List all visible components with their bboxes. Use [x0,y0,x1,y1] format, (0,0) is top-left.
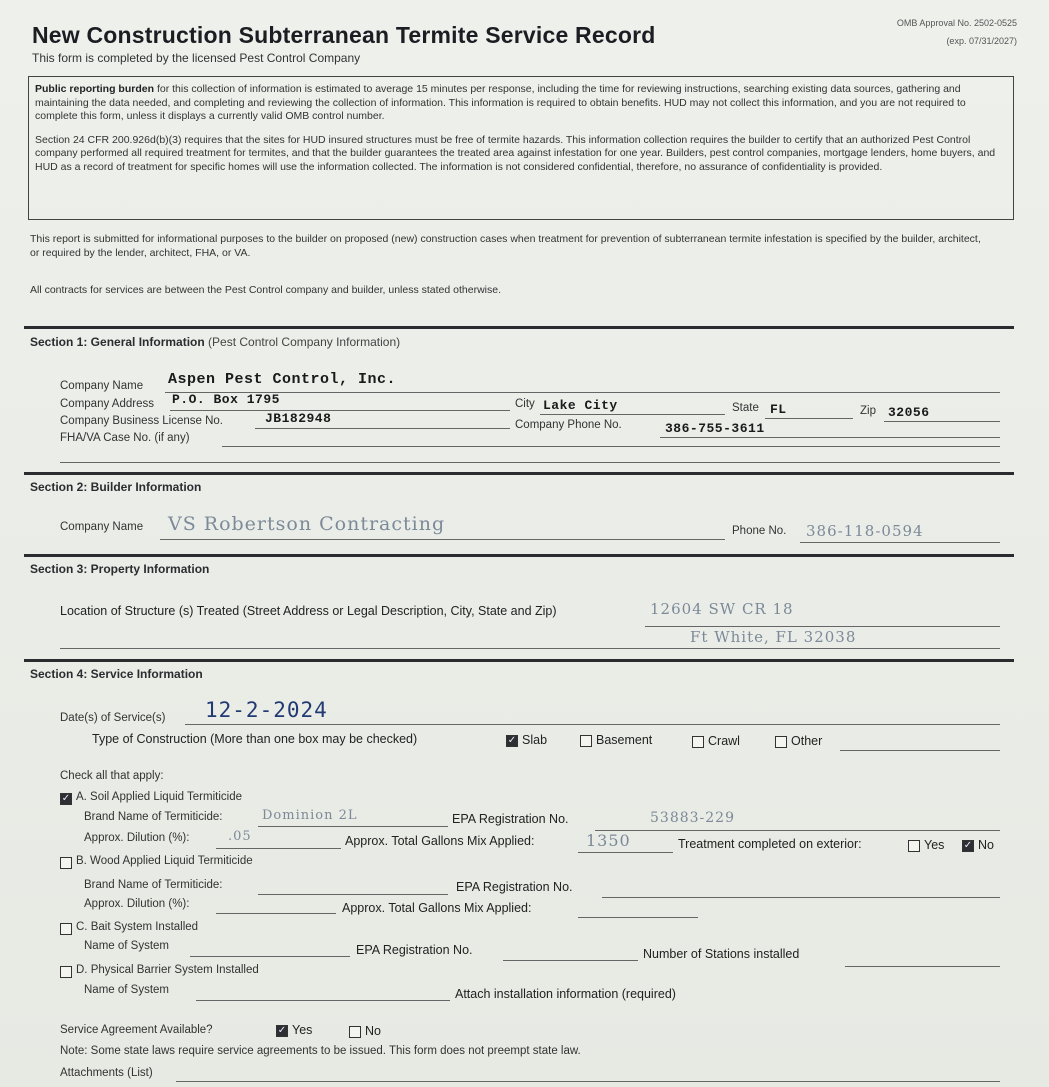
state-law-note: Note: Some state laws require service agreements to be issued. This form does not preempt state law. [60,1045,581,1057]
section2-heading: Section 2: Builder Information [30,480,202,494]
option-c-label: C. Bait System Installed [76,921,199,933]
section1-divider [24,326,1014,329]
builder-name-line [160,539,725,540]
agreement-no-label: No [365,1024,381,1038]
option-b-checkbox[interactable] [60,857,72,869]
state-label: State [732,402,759,414]
b-gallons-line[interactable] [578,917,698,918]
company-name-label: Company Name [60,380,144,392]
a-gallons-line [578,852,673,853]
location-label: Location of Structure (s) Treated (Street Address or Legal Description, City, State and Zip) [60,604,557,618]
location-line1 [645,626,1000,627]
city-label: City [515,398,535,410]
c-epa-label: EPA Registration No. [356,943,473,957]
license-label: Company Business License No. [60,415,223,427]
burden-paragraph [35,83,1007,124]
company-name-line [165,392,1000,393]
agreement-label: Service Agreement Available? [60,1024,213,1036]
company-address-line [170,410,510,411]
basement-checkbox[interactable] [580,735,592,747]
other-line[interactable] [840,750,1000,751]
option-d-checkbox[interactable] [60,966,72,978]
attachments-line[interactable] [176,1081,1000,1082]
b-brand-label: Brand Name of Termiticide: [84,879,223,891]
company-address-value[interactable]: P.O. Box 1795 [172,392,280,407]
option-a-checkbox[interactable]: ✓ [61,793,71,804]
other-label: Other [791,734,823,748]
exterior-no-label: No [978,838,994,852]
service-date-line [185,724,1000,725]
b-epa-label: EPA Registration No. [456,880,573,894]
service-date-label: Date(s) of Service(s) [60,712,166,724]
license-value[interactable]: JB182948 [265,411,332,426]
agreement-no-checkbox[interactable] [349,1026,361,1038]
burden-text: for this collection of information is estimated to average 15 minutes per response, including the time for reviewing instructions, searching existing data sources, gathering and maintaining the data needed, and completing and reviewing the collection of information. This information is required to obtain benefits. HUD may not collect this information, and you are not required to complete this form, unless it displays a currently valid OMB control number. [35,83,966,122]
a-gallons-value[interactable]: 1350 [586,831,631,850]
section24-paragraph: Section 24 CFR 200.926d(b)(3) requires that the sites for HUD insured structures must be free of termite hazards. This information collection requires the builder to certify that an authorized Pest Control company performed all required treatment for termites, and that the builder guarantees the treated area against infestation for one year. Builders, pest control companies, mortgage lenders, home buyers, and HUD as a record of treatment for specific homes will use the information collected. The information is not considered confidential, therefore, no assurance of confidentiality is provided. [35,133,996,173]
builder-name-value[interactable]: VS Robertson Contracting [168,513,446,535]
a-gallons-label: Approx. Total Gallons Mix Applied: [345,834,535,848]
city-line [540,414,725,415]
city-value[interactable]: Lake City [543,398,618,413]
location-line1-value[interactable]: 12604 SW CR 18 [650,600,794,618]
a-epa-line [595,830,1000,831]
option-a-label: A. Soil Applied Liquid Termiticide [76,791,242,803]
attachments-label: Attachments (List) [60,1067,153,1079]
c-stations-line[interactable] [845,966,1000,967]
license-line [255,428,510,429]
c-epa-line[interactable] [503,960,638,961]
option-c-checkbox[interactable] [60,923,72,935]
crawl-label: Crawl [708,734,740,748]
form-subtitle: This form is completed by the licensed Pest Control Company [32,51,361,65]
omb-approval [897,14,1017,50]
exterior-no-checkbox[interactable]: ✓ [963,840,973,851]
check-all-label: Check all that apply: [60,770,164,782]
builder-phone-value[interactable]: 386-118-0594 [806,522,924,540]
exterior-yes-label: Yes [924,838,945,852]
option-b-label: B. Wood Applied Liquid Termiticide [76,855,253,867]
section3-divider [24,554,1014,557]
slab-label: Slab [522,733,548,747]
section1-extra-line [60,462,1000,463]
c-system-name-line[interactable] [190,956,350,957]
zip-value[interactable]: 32056 [888,405,930,420]
section4-heading: Section 4: Service Information [30,667,203,681]
construction-type-label: Type of Construction (More than one box may be checked) [92,732,418,746]
section3-heading: Section 3: Property Information [30,562,210,576]
d-system-name-label: Name of System [84,984,169,996]
a-exterior-label: Treatment completed on exterior: [678,837,862,851]
slab-checkbox[interactable]: ✓ [507,735,517,746]
section1-title: Section 1: General Information [30,335,205,349]
builder-phone-line [800,542,1000,543]
section2-divider [24,472,1014,475]
burden-lead: Public reporting burden [35,83,155,95]
agreement-yes-label: Yes [292,1023,313,1037]
a-brand-value[interactable]: Dominion 2L [262,808,358,823]
b-dilution-line[interactable] [216,913,336,914]
report-purpose-text: This report is submitted for informational purposes to the builder on proposed (new) construction cases when treatment for prevention of subterranean termite infestation is specified by the builder, architect, or required by the lender, architect, FHA, or VA. [30,233,981,259]
section1-heading [30,335,400,349]
location-line2-value[interactable]: Ft White, FL 32038 [690,628,857,646]
c-system-name-label: Name of System [84,940,169,952]
fha-case-label: FHA/VA Case No. (if any) [60,432,190,444]
crawl-checkbox[interactable] [692,736,704,748]
omb-expiration: (exp. 07/31/2027) [946,36,1017,46]
b-brand-line[interactable] [258,894,448,895]
option-d-label: D. Physical Barrier System Installed [76,964,259,976]
service-date-value[interactable]: 12-2-2024 [205,698,328,722]
zip-line [884,421,1000,422]
d-system-name-line[interactable] [196,1000,450,1001]
company-phone-line [660,437,1000,438]
section1-note: (Pest Control Company Information) [208,335,401,349]
form-title: New Construction Subterranean Termite Service Record [32,22,656,48]
company-phone-label: Company Phone No. [515,419,622,431]
location-line2 [60,648,1000,649]
company-phone-value[interactable]: 386-755-3611 [665,421,765,436]
agreement-yes-checkbox[interactable]: ✓ [277,1025,287,1036]
fha-case-line[interactable] [222,446,1000,447]
a-dilution-label: Approx. Dilution (%): [84,832,190,844]
burden-notice-box [28,76,1014,220]
company-name-value[interactable]: Aspen Pest Control, Inc. [168,371,397,388]
builder-phone-label: Phone No. [732,525,787,537]
a-dilution-line [216,848,341,849]
contracts-text: All contracts for services are between the Pest Control company and builder, unless stated otherwise. [30,284,501,296]
a-epa-label: EPA Registration No. [452,812,569,826]
state-line [765,418,853,419]
c-stations-label: Number of Stations installed [643,947,800,961]
a-epa-value[interactable]: 53883-229 [650,810,735,826]
b-dilution-label: Approx. Dilution (%): [84,898,190,910]
exterior-yes-checkbox[interactable] [908,840,920,852]
a-brand-label: Brand Name of Termiticide: [84,811,223,823]
section4-divider [24,659,1014,662]
zip-label: Zip [860,405,876,417]
omb-approval-number: OMB Approval No. 2502-0525 [896,18,1017,28]
b-gallons-label: Approx. Total Gallons Mix Applied: [342,901,532,915]
builder-name-label: Company Name [60,521,144,533]
basement-label: Basement [596,733,653,747]
a-dilution-value[interactable]: .05 [228,829,252,844]
b-epa-line[interactable] [602,897,1000,898]
company-address-label: Company Address [60,398,154,410]
other-checkbox[interactable] [775,736,787,748]
a-brand-line [258,826,448,827]
d-attach-label: Attach installation information (required) [455,987,676,1001]
state-value[interactable]: FL [770,402,787,417]
